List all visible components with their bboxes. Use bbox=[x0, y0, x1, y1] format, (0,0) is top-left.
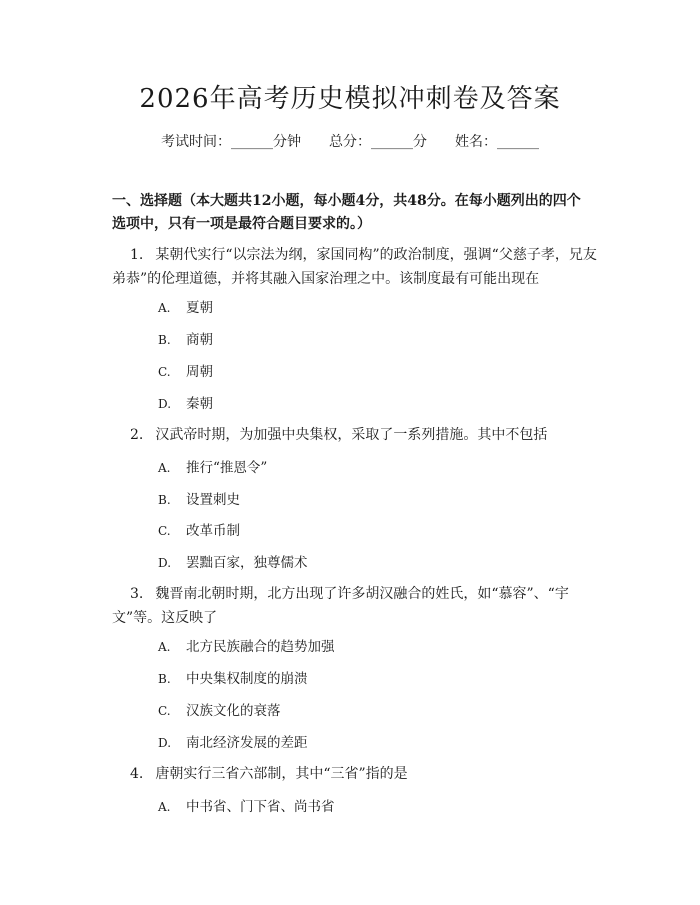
option-letter: A. bbox=[158, 800, 171, 814]
option-text: 中书省、门下省、尚书省 bbox=[186, 799, 335, 815]
option-item bbox=[158, 360, 213, 380]
question-number: 3. bbox=[130, 586, 144, 602]
option-text: 秦朝 bbox=[186, 396, 213, 412]
option-item bbox=[158, 296, 213, 316]
option-letter: B. bbox=[158, 493, 171, 507]
option-text: 北方民族融合的趋势加强 bbox=[186, 639, 335, 655]
question-number: 2. bbox=[130, 427, 144, 443]
score-label: 总分： bbox=[329, 134, 371, 150]
question-text: 汉武帝时期，为加强中央集权，采取了一系列措施。其中不包括 bbox=[155, 427, 548, 443]
option-item bbox=[158, 635, 335, 655]
question-text: 魏晋南北朝时期，北方出现了许多胡汉融合的姓氏，如“慕容”、“宇文”等。这反映了 bbox=[112, 586, 569, 626]
option-text: 周朝 bbox=[186, 364, 213, 380]
option-text: 南北经济发展的差距 bbox=[186, 735, 308, 751]
option-letter: D. bbox=[158, 736, 172, 750]
option-item bbox=[158, 488, 240, 508]
score-blank: ______ bbox=[371, 134, 413, 150]
option-item bbox=[158, 795, 335, 815]
time-unit: 分钟 bbox=[273, 134, 301, 150]
option-text: 设置刺史 bbox=[186, 492, 240, 508]
question-number: 1. bbox=[130, 247, 144, 263]
option-letter: C. bbox=[158, 704, 171, 718]
time-field bbox=[161, 131, 301, 151]
option-letter: D. bbox=[158, 397, 172, 411]
question-text: 某朝代实行“以宗法为纲，家国同构”的政治制度，强调“父慈子孝，兄友弟恭”的伦理道德，并将其融入国家治理之中。该制度最有可能出现在 bbox=[112, 247, 597, 287]
option-item bbox=[158, 731, 308, 751]
option-text: 汉族文化的衰落 bbox=[186, 703, 281, 719]
question-stem bbox=[112, 582, 600, 630]
option-letter: A. bbox=[158, 301, 171, 315]
option-text: 商朝 bbox=[186, 332, 213, 348]
exam-title: 2026年高考历史模拟冲刺卷及答案 bbox=[139, 84, 561, 114]
question-stem bbox=[112, 423, 600, 447]
option-item bbox=[158, 328, 213, 348]
score-field bbox=[329, 131, 427, 151]
name-blank: ______ bbox=[497, 134, 539, 150]
score-unit: 分 bbox=[413, 134, 427, 150]
option-item bbox=[158, 456, 267, 476]
option-text: 改革币制 bbox=[186, 523, 240, 539]
option-text: 中央集权制度的崩溃 bbox=[186, 671, 308, 687]
option-text: 推行“推恩令” bbox=[186, 460, 268, 476]
name-field bbox=[455, 131, 539, 151]
question-text: 唐朝实行三省六部制，其中“三省”指的是 bbox=[155, 766, 408, 782]
option-letter: A. bbox=[158, 640, 171, 654]
option-item bbox=[158, 667, 308, 687]
option-item bbox=[158, 392, 213, 412]
exam-meta-line bbox=[0, 131, 700, 151]
option-letter: C. bbox=[158, 365, 171, 379]
option-letter: B. bbox=[158, 672, 171, 686]
option-letter: B. bbox=[158, 333, 171, 347]
question-stem bbox=[112, 243, 600, 291]
option-letter: C. bbox=[158, 524, 171, 538]
time-blank: ______ bbox=[231, 134, 273, 150]
option-item bbox=[158, 519, 240, 539]
option-text: 罢黜百家，独尊儒术 bbox=[186, 555, 308, 571]
option-item bbox=[158, 699, 281, 719]
option-text: 夏朝 bbox=[186, 300, 213, 316]
question-stem bbox=[112, 762, 600, 786]
question-number: 4. bbox=[130, 766, 144, 782]
time-label: 考试时间： bbox=[161, 134, 231, 150]
option-letter: D. bbox=[158, 556, 172, 570]
option-letter: A. bbox=[158, 461, 171, 475]
name-label: 姓名： bbox=[455, 134, 497, 150]
section-heading: 一、选择题（本大题共12小题，每小题4分，共48分。在每小题列出的四个选项中，只有一项是最符合题目要求的。） bbox=[112, 193, 581, 232]
option-item bbox=[158, 551, 308, 571]
